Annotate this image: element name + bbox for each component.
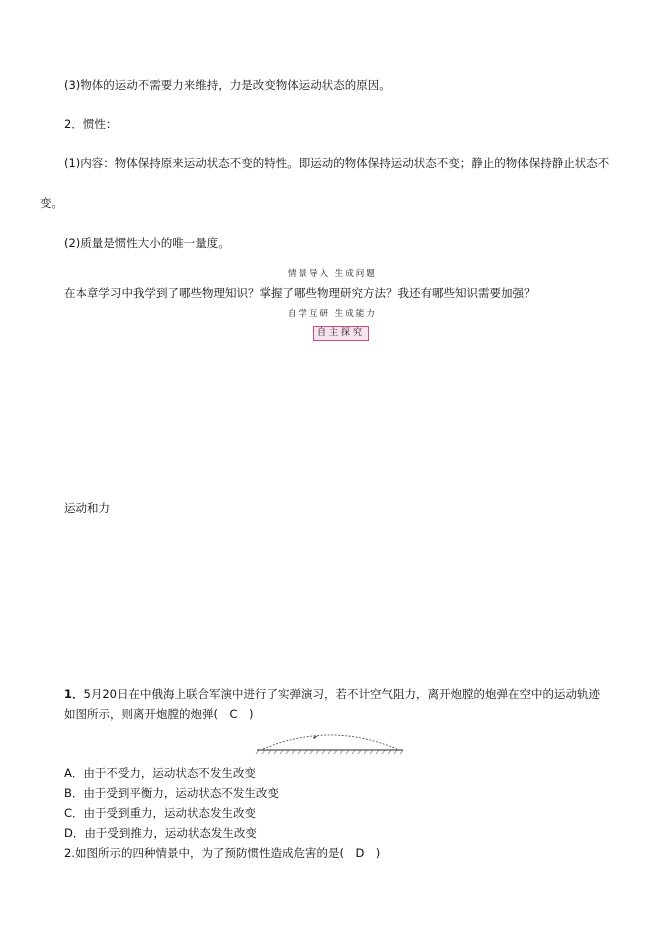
trajectory-figure xyxy=(255,727,405,757)
topic-label: 运动和力 xyxy=(64,501,110,515)
banner-situation: 情景导入 生成问题 xyxy=(288,269,377,279)
ground-hatch xyxy=(256,750,403,754)
q1-text: 5月20日在中俄海上联合军演中进行了实弹演习，若不计空气阻力，离开炮膛的炮弹在空中的运动轨迹 xyxy=(83,687,600,701)
self-explore-badge: 自主探究 xyxy=(313,326,369,341)
q1-option-a: A．由于不受力，运动状态不发生改变 xyxy=(64,766,256,780)
paragraph-2: (2)质量是惯性大小的唯一量度。 xyxy=(64,236,230,250)
paragraph-1b: 变。 xyxy=(40,196,63,210)
question-text: 在本章学习中我学到了哪些物理知识？掌握了哪些物理研究方法？我还有哪些知识需要加强？ xyxy=(64,286,536,300)
q1-line1 xyxy=(64,687,600,701)
q1-line2: 如图所示，则离开炮膛的炮弹( C ) xyxy=(64,707,254,721)
q1-option-b: B．由于受到平衡力，运动状态不发生改变 xyxy=(64,786,279,800)
paragraph-3: (3)物体的运动不需要力来维持，力是改变物体运动状态的原因。 xyxy=(64,78,391,92)
banner-self-study: 自学互研 生成能力 xyxy=(288,309,377,319)
q1-option-d: D．由于受到推力，运动状态发生改变 xyxy=(64,826,257,840)
paragraph-1a: (1)内容：物体保持原来运动状态不变的特性。即运动的物体保持运动状态不变；静止的物体保持静止状态不 xyxy=(64,156,610,170)
q1-option-c: C．由于受到重力，运动状态发生改变 xyxy=(64,806,257,820)
q2-text: 2.如图所示的四种情景中，为了预防惯性造成危害的是( D ) xyxy=(64,846,381,860)
trajectory-path xyxy=(263,735,397,749)
heading-inertia: 2．惯性： xyxy=(64,117,118,131)
q1-number: 1． xyxy=(64,687,84,701)
